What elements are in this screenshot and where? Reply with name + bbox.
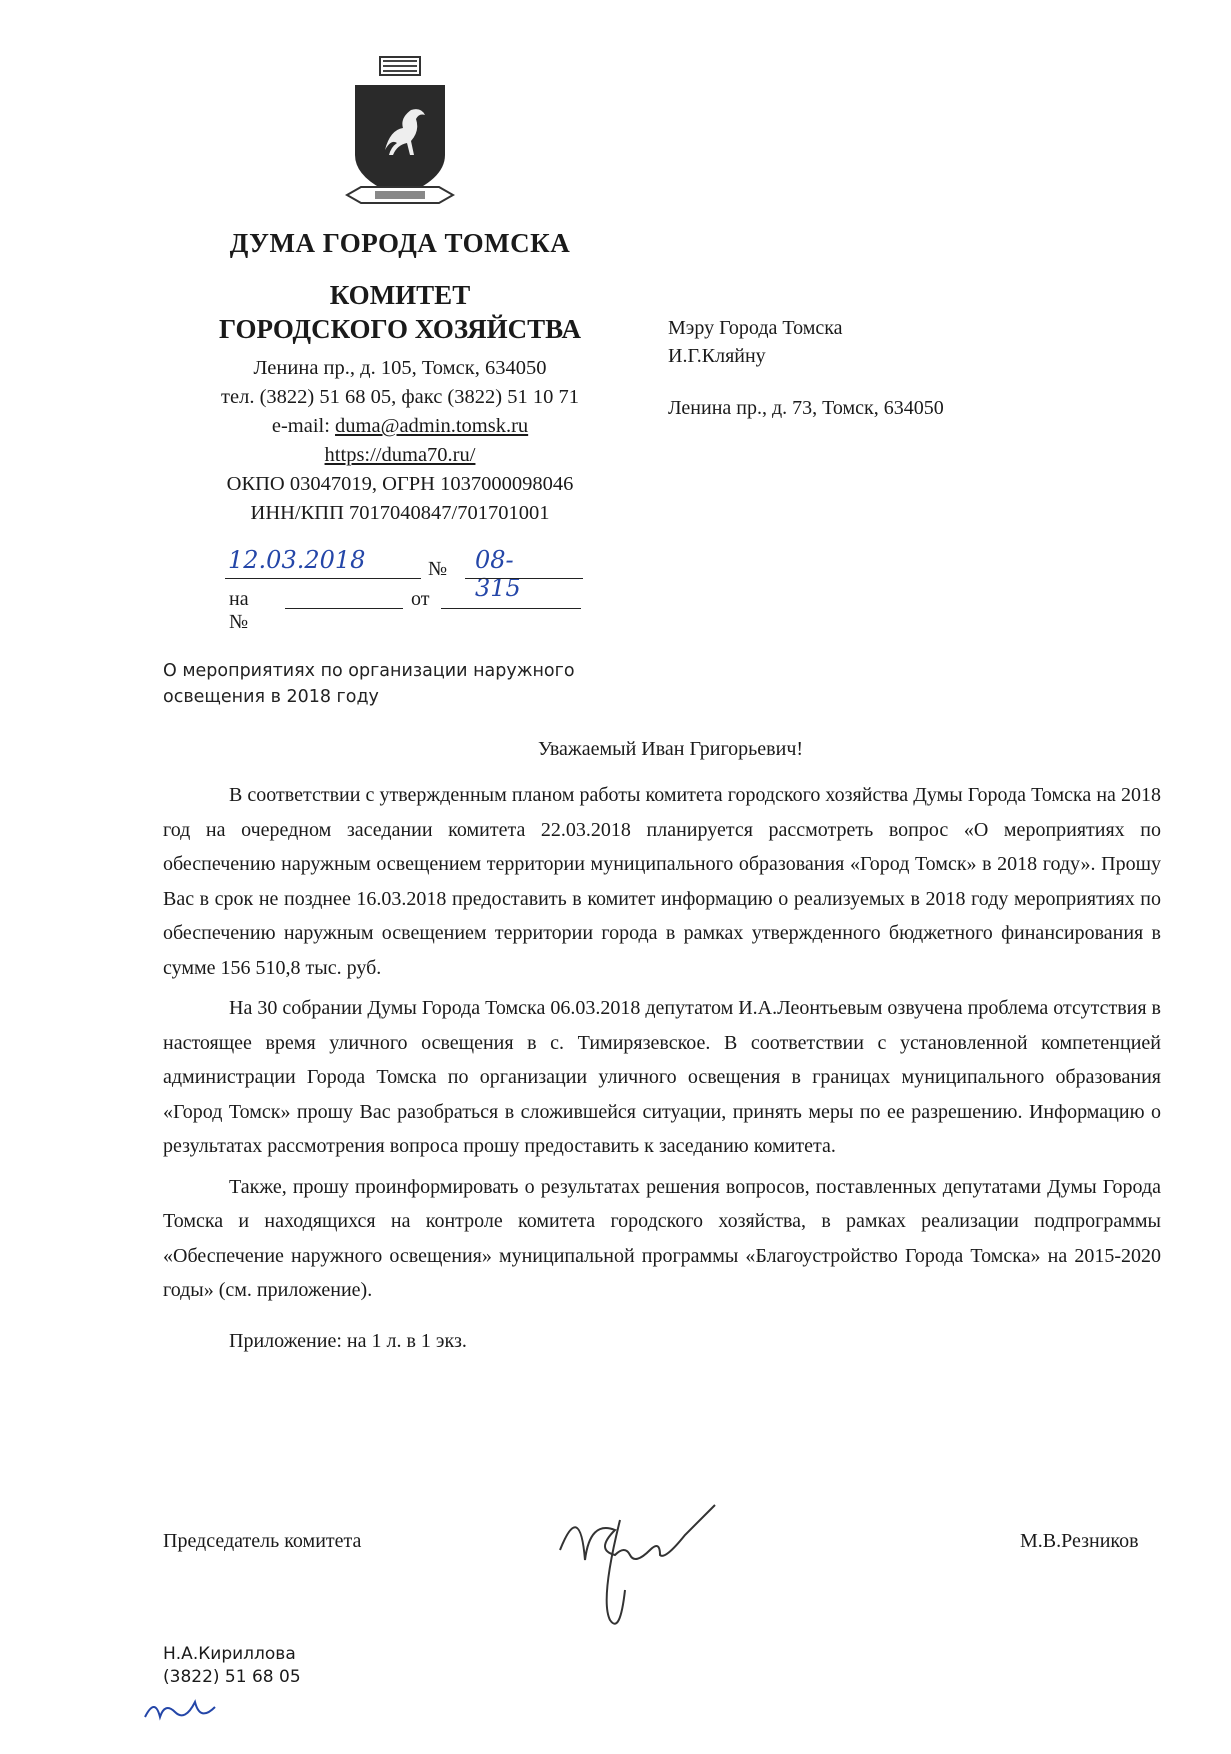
website-link[interactable]: https://duma70.ru/ [324, 444, 476, 466]
recipient-block [668, 314, 944, 422]
org-phones: тел. (3822) 51 68 05, факс (3822) 51 10 71 [221, 386, 579, 408]
reply-to-label: на № [229, 588, 249, 633]
email-link[interactable]: duma@admin.tomsk.ru [335, 415, 529, 437]
organization-name: ДУМА ГОРОДА ТОМСКА [229, 228, 571, 258]
reply-to-number-blank [285, 608, 403, 609]
paragraph-3: Также, прошу проинформировать о результатах решения вопросов, поставленных депутатами Думы Города Томска и находящихся на контроле комитета городского хозяйства, в рамках реализации подпрограммы «Обеспечение наружного освещения» муниципальной программы «Благоустройство Города Томска» на 2015-2020 годы» (см. приложение). [163, 1175, 1161, 1301]
greeting: Уважаемый Иван Григорьевич! [537, 738, 804, 760]
org-address: Ленина пр., д. 105, Томск, 634050 [253, 357, 547, 379]
letterhead-contacts [150, 354, 650, 528]
email-label: e-mail: [271, 415, 336, 437]
coat-of-arms-emblem [345, 55, 455, 220]
letter-subject [163, 658, 575, 710]
paragraph-1: В соответствии с утвержденным планом работы комитета городского хозяйства Думы Города Томска на 2018 год на очередном заседании комитета 22.03.2018 планируется рассмотреть вопрос «О мероприятиях по обеспечению наружным освещением территории муниципального образования «Город Томск» в 2018 году». Прошу Вас в срок не позднее 16.03.2018 предоставить в комитет информацию о реализуемых в 2018 году мероприятиях по обеспечению наружным освещением территории города в рамках утвержденного бюджетного финансирования в сумме 156 510,8 тыс. руб. [163, 784, 1161, 979]
recipient-address: Ленина пр., д. 73, Томск, 634050 [668, 397, 944, 419]
recipient-name: И.Г.Кляйну [668, 345, 766, 367]
subject-line-2: освещения в 2018 году [163, 687, 379, 707]
outgoing-date: 12.03.2018 [228, 546, 366, 574]
paragraph-2: На 30 собрании Думы Города Томска 06.03.2018 депутатом И.А.Леонтьевым озвучена проблема отсутствия в настоящее время уличного освещения в с. Тимирязевское. В соответствии с установленной компетенцией администрации Города Томска по организации уличного освещения в границах муниципального образования «Город Томск» прошу Вас разобраться в сложившейся ситуации, принять меры по ее разрешению. Информацию о результатах рассмотрения вопроса прошу предоставить к заседанию комитета. [163, 997, 1161, 1157]
from-label: от [411, 588, 430, 610]
executor-name: Н.А.Кириллова [163, 1644, 296, 1664]
committee-line-1: КОМИТЕТ [329, 280, 471, 310]
number-label: № [428, 558, 448, 580]
executor-phone: (3822) 51 68 05 [163, 1667, 301, 1687]
executor-initials-scribble [140, 1692, 220, 1737]
executor-block [163, 1643, 301, 1689]
from-date-blank [441, 608, 581, 609]
handwritten-signature [545, 1480, 765, 1645]
signatory-name: М.В.Резников [1020, 1530, 1139, 1552]
committee-name [150, 278, 650, 346]
inn-kpp: ИНН/КПП 7017040847/701701001 [250, 502, 550, 524]
subject-line-1: О мероприятиях по организации наружного [163, 661, 575, 681]
outgoing-number: 08-315 [475, 546, 521, 602]
org-email-line [150, 412, 650, 441]
signatory-position: Председатель комитета [163, 1530, 362, 1552]
okpo-ogrn: ОКПО 03047019, ОГРН 1037000098046 [226, 473, 574, 495]
committee-line-2: ГОРОДСКОГО ХОЗЯЙСТВА [219, 314, 581, 344]
recipient-title: Мэру Города Томска [668, 317, 843, 339]
attachment-note: Приложение: на 1 л. в 1 экз. [229, 1329, 467, 1352]
letter-body [163, 778, 1161, 1358]
